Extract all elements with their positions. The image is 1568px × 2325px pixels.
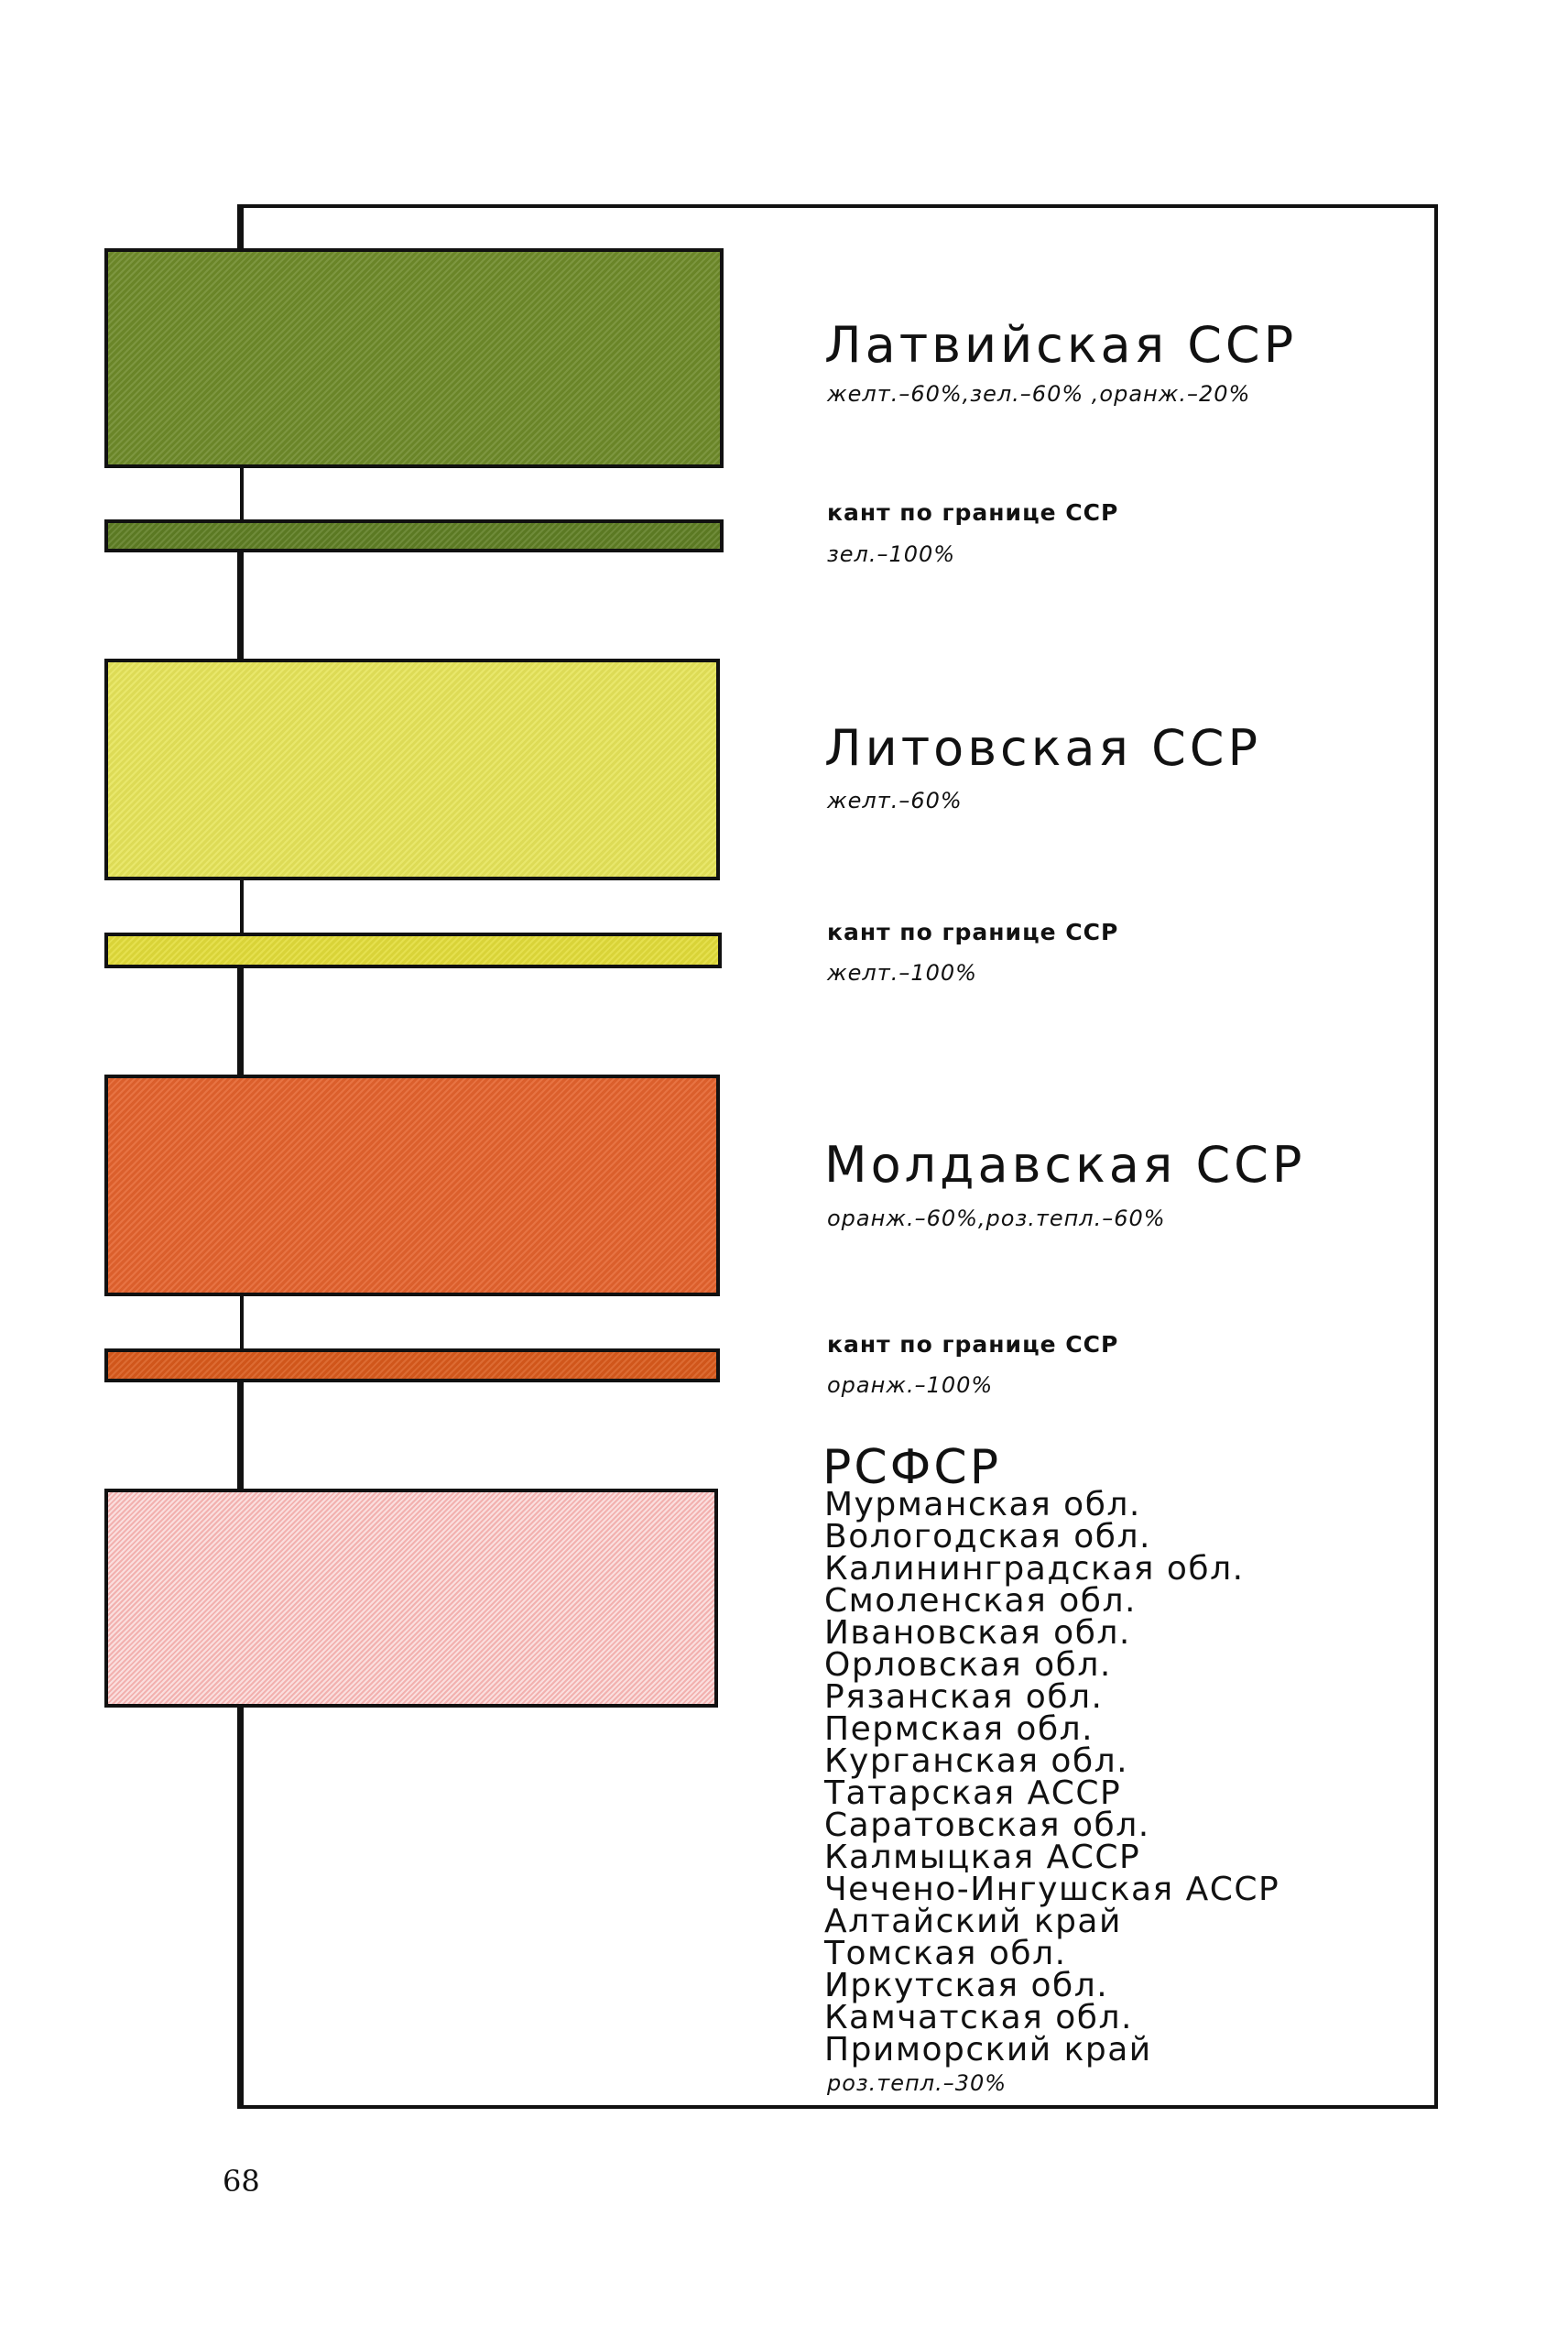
frame-left-edge: [237, 204, 241, 248]
swatch-latvia-border: [104, 519, 724, 552]
list-item: Приморский край: [824, 2031, 1152, 2068]
list-item: Камчатская обл.: [824, 1999, 1133, 2036]
list-item: Орловская обл.: [824, 1646, 1112, 1684]
list-item: Пермская обл.: [824, 1710, 1094, 1748]
rsfsr-spec: роз.тепл.–30%: [827, 2070, 1007, 2096]
section-title-moldova: Молдавская ССР: [824, 1136, 1306, 1194]
border-spec-latvia: зел.–100%: [827, 541, 956, 567]
border-label-lithuania: кант по границе ССР: [827, 919, 1119, 945]
section-spec-lithuania: желт.–60%: [827, 788, 963, 813]
list-item: Иркутская обл.: [824, 1967, 1109, 2004]
rsfsr-region-list: [824, 1486, 1280, 2068]
list-item: Татарская АССР: [824, 1774, 1122, 1812]
swatch-moldova-border: [104, 1348, 720, 1382]
list-item: Ивановская обл.: [824, 1614, 1131, 1652]
frame-left-edge: [237, 552, 241, 659]
swatch-lithuania: [104, 659, 720, 880]
section-title-lithuania: Литовская ССР: [824, 719, 1262, 777]
swatch-rsfsr: [104, 1489, 718, 1708]
section-title-latvia: Латвийская ССР: [824, 316, 1298, 374]
list-item: Калмыцкая АССР: [824, 1839, 1141, 1876]
border-spec-moldova: оранж.–100%: [827, 1372, 994, 1398]
rsfsr-title: РСФСР: [822, 1440, 1002, 1495]
list-item: Мурманская обл.: [824, 1486, 1141, 1523]
swatch-moldova: [104, 1075, 720, 1296]
list-item: Саратовская обл.: [824, 1807, 1150, 1844]
frame-left-edge: [237, 1708, 241, 2109]
border-label-latvia: кант по границе ССР: [827, 499, 1119, 526]
section-spec-moldova: оранж.–60%,роз.тепл.–60%: [827, 1206, 1166, 1231]
frame-left-edge: [237, 968, 241, 1075]
list-item: Томская обл.: [824, 1935, 1067, 1972]
list-item: Чечено-Ингушская АССР: [824, 1871, 1280, 1908]
page-number: 68: [223, 2164, 260, 2199]
list-item: Рязанская обл.: [824, 1678, 1104, 1716]
frame-left-edge: [237, 1382, 241, 1489]
list-item: Калининградская обл.: [824, 1550, 1245, 1588]
section-spec-latvia: желт.–60%,зел.–60% ,оранж.–20%: [827, 381, 1251, 407]
swatch-lithuania-border: [104, 933, 722, 968]
border-spec-lithuania: желт.–100%: [827, 960, 977, 986]
list-item: Вологодская обл.: [824, 1518, 1151, 1555]
list-item: Курганская обл.: [824, 1742, 1129, 1780]
list-item: Алтайский край: [824, 1903, 1122, 1940]
swatch-latvia: [104, 248, 724, 468]
list-item: Смоленская обл.: [824, 1582, 1137, 1620]
border-label-moldova: кант по границе ССР: [827, 1331, 1119, 1358]
